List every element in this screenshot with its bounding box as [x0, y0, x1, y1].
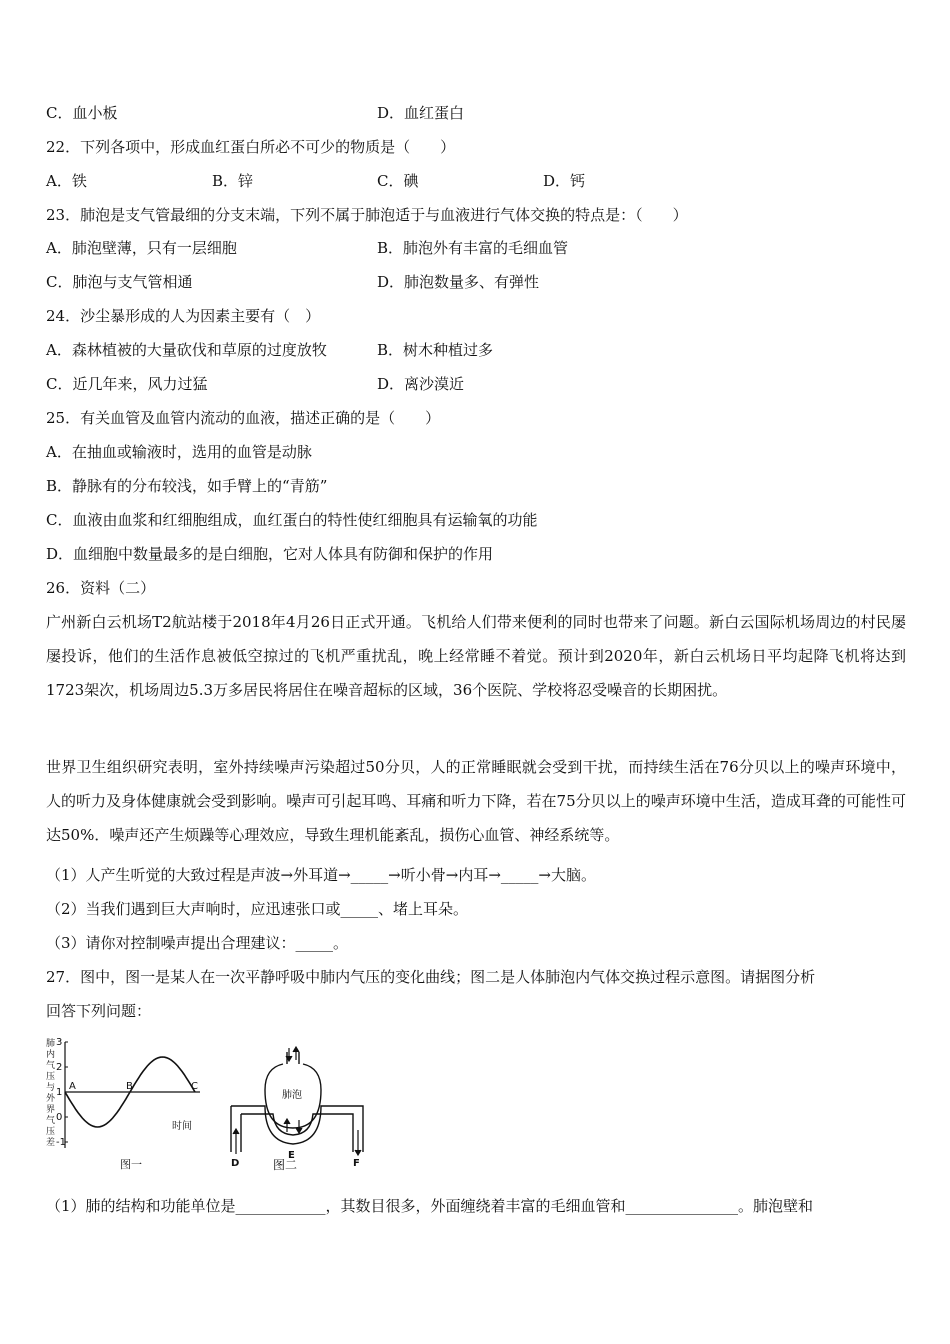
q21-option-c: C．血小板 — [46, 104, 118, 122]
q23-option-a: A．肺泡壁薄，只有一层细胞 — [46, 239, 237, 257]
fig1-caption: 图一 — [120, 1158, 142, 1171]
q24-option-c: C．近几年来，风力过猛 — [46, 375, 208, 393]
figure-1-chart — [40, 1034, 215, 1174]
q26-paragraph-1: 广州新白云机场T2航站楼于2018年4月26日正式开通。飞机给人们带来便利的同时也带来了问题。新白云国际机场周边的村民屡屡投诉，他们的生活作息被低空掠过的飞机严重扰乱，晚上经常睡不着觉。预计到2020年，新白云机场日平均起降飞机将达到1723架次，机场周边5.3万多居民将居住在噪音超标的区域，36个医院、学校将忍受噪音的长期困扰。 — [46, 613, 906, 699]
q22-option-b: B．锌 — [212, 172, 254, 190]
figure-2-diagram — [225, 1034, 375, 1174]
fig1-ylabel-char: 气 — [46, 1061, 56, 1071]
fig1-ytick-label: -1 — [56, 1137, 66, 1148]
q26-subquestion-3: （3）请你对控制噪声提出合理建议：_____。 — [46, 934, 349, 952]
fig2-arrow-f-icon — [355, 1130, 361, 1155]
q25-option-d: D．血细胞中数量最多的是白细胞，它对人体具有防御和保护的作用 — [46, 545, 494, 563]
q26-subquestion-1: （1）人产生听觉的大致过程是声波→外耳道→_____→听小骨→内耳→_____→大脑。 — [46, 866, 596, 884]
fig1-ytick-label: 2 — [56, 1062, 63, 1073]
fig1-ylabel-char: 肺 — [46, 1039, 56, 1049]
q24-option-b: B．树木种植过多 — [377, 341, 494, 359]
fig1-ylabel-char: 与 — [46, 1083, 56, 1093]
fig1-ytick-label: 0 — [56, 1112, 63, 1123]
fig2-capillary-inner — [241, 1114, 353, 1152]
q25-option-c: C．血液由血浆和红细胞组成，血红蛋白的特性使红细胞具有运输氧的功能 — [46, 511, 538, 529]
q22-option-c: C．碘 — [377, 172, 419, 190]
q22-option-d: D．钙 — [543, 172, 586, 190]
fig1-ylabel-char: 压 — [46, 1127, 56, 1137]
q25-option-b: B．静脉有的分布较浅，如手臂上的“青筋” — [46, 477, 328, 495]
q27-subquestion-1: （1）肺的结构和功能单位是____________，其数目很多，外面缠绕着丰富的毛细血管和_______________。肺泡壁和 — [46, 1197, 814, 1215]
fig1-ylabel-char: 界 — [46, 1105, 56, 1115]
fig1-ytick-label: 1 — [56, 1087, 63, 1098]
fig2-arrow-d-icon — [233, 1129, 239, 1154]
fig1-point-label: A — [69, 1081, 76, 1092]
fig2-arrow-left-up-icon — [284, 1119, 290, 1132]
fig1-xlabel: 时间 — [172, 1121, 192, 1132]
q24-stem: 24．沙尘暴形成的人为因素主要有（ ） — [46, 307, 321, 325]
q22-stem: 22．下列各项中，形成血红蛋白所必不可少的物质是（ ） — [46, 138, 456, 156]
fig1-ylabel-char: 差 — [46, 1138, 56, 1148]
fig1-point-label: C — [191, 1081, 198, 1092]
q26-subquestion-2: （2）当我们遇到巨大声响时，应迅速张口或_____、堵上耳朵。 — [46, 900, 469, 918]
fig1-ylabel-char: 外 — [46, 1094, 56, 1104]
fig2-label-f: F — [353, 1158, 360, 1169]
fig2-label-d: D — [231, 1158, 240, 1169]
q24-option-d: D．离沙漠近 — [377, 375, 465, 393]
q26-stem: 26．资料（二） — [46, 579, 156, 597]
q27-stem-line-2: 回答下列问题： — [46, 1002, 152, 1020]
q26-paragraph-2: 世界卫生组织研究表明，室外持续噪声污染超过50分贝，人的正常睡眠就会受到干扰，而持续生活在76分贝以上的噪声环境中，人的听力及身体健康就会受到影响。噪声可引起耳鸣、耳痛和听力下降，若在75分贝以上的噪声环境中生活，造成耳聋的可能性可达50%．噪声还产生烦躁等心理效应，导致生理机能紊乱，损伤心血管、神经系统等。 — [46, 758, 906, 844]
fig1-point-label: B — [126, 1081, 133, 1092]
fig2-alveolus-label: 肺泡 — [282, 1090, 302, 1101]
q23-option-b: B．肺泡外有丰富的毛细血管 — [377, 239, 569, 257]
q23-option-d: D．肺泡数量多、有弹性 — [377, 273, 540, 291]
q23-option-c: C．肺泡与支气管相通 — [46, 273, 193, 291]
q22-option-a: A．铁 — [46, 172, 87, 190]
q21-option-d: D．血红蛋白 — [377, 104, 465, 122]
fig1-ylabel-char: 气 — [46, 1116, 56, 1126]
q23-stem: 23．肺泡是支气管最细的分支末端，下列不属于肺泡适于与血液进行气体交换的特点是：（ ） — [46, 206, 688, 224]
fig1-ylabel-char: 内 — [46, 1050, 56, 1060]
q27-stem-line-1: 27．图中，图一是某人在一次平静呼吸中肺内气压的变化曲线；图二是人体肺泡内气体交换过程示意图。请据图分析 — [46, 968, 816, 986]
fig1-ytick-label: 3 — [56, 1037, 63, 1048]
fig2-label-e: E — [288, 1150, 295, 1161]
fig2-caption-text: 图二 — [273, 1158, 298, 1172]
q25-option-a: A．在抽血或输液时，选用的血管是动脉 — [46, 443, 312, 461]
fig2-arrow-out-icon — [293, 1047, 299, 1060]
q25-stem: 25．有关血管及血管内流动的血液，描述正确的是（ ） — [46, 409, 441, 427]
fig1-ylabel-char: 压 — [46, 1072, 56, 1082]
q24-option-a: A．森林植被的大量砍伐和草原的过度放牧 — [46, 341, 327, 359]
